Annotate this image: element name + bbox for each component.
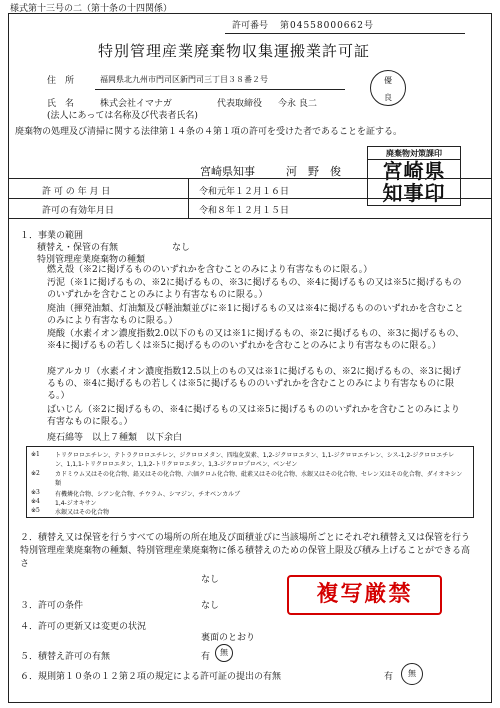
certification-text: 廃棄物の処理及び清掃に関する法律第１４条の４第１項の許可を受けた者であることを証する。 — [15, 127, 403, 137]
note-text: トリクロロエチレン、テトラクロロエチレン、ジクロロメタン、四塩化炭素、1,2-ジクロロエタン、1,1-ジクロロエチレン、シス-1,2-ジクロロエチレン、1,1,1-トリクロロエタン、1,1,2-トリクロロエタン、1,3-ジクロロプロペン、ベンゼン — [55, 452, 455, 468]
document-title: 特別管理産業廃棄物収集運搬業許可証 — [98, 42, 371, 60]
section-5-value: 有 — [201, 652, 211, 662]
storage-label: 積替え・保管の有無 — [37, 243, 119, 253]
governor-name: 河 野 俊 — [286, 165, 341, 178]
form-number: 様式第十三号の二（第十条の十四関係） — [10, 4, 173, 14]
note-text: 1,4-ジオキサン — [55, 500, 97, 507]
note-mark: ※3 — [31, 489, 40, 496]
section-4-value: 裏面のとおり — [201, 633, 256, 643]
section-6-circled: 無 — [401, 663, 423, 685]
waste-types-label: 特別管理産業廃棄物の種類 — [37, 255, 146, 265]
note-mark: ※2 — [31, 470, 40, 477]
address-label: 住 所 — [47, 76, 75, 86]
note-text: 水銀又はその化合物 — [55, 509, 110, 516]
small-seal-stamp: 優 良 — [370, 70, 406, 106]
permit-number: 第04558000662号 — [280, 21, 374, 31]
governor-title: 宮崎県知事 — [200, 165, 255, 178]
section-3-value: なし — [201, 601, 220, 611]
permit-number-label: 許可番号 — [232, 21, 269, 31]
note-mark: ※4 — [31, 498, 40, 505]
copy-prohibited-stamp: 複写厳禁 — [287, 575, 442, 615]
note-text: 有機燐化合物、シアン化合物、チウラム、シマジン、チオベンカルブ — [55, 491, 241, 498]
section-2-text: ２．積替え又は保管を行うすべての場所の所在地及び面積並びに当該場所ごとにそれぞれ積替え又は保管を行う特別管理産業廃棄物の種類、特別管理産業廃棄物に係る積替えのための保管上限及び積み上げることができる高さ — [20, 533, 471, 569]
waste-item: 燃え殻（※2に掲げるもののいずれかを含むことのみにより有害なものに限る。） — [47, 265, 373, 275]
waste-item-last: 廃石綿等 以上７種類 以下余白 — [47, 433, 183, 443]
issue-date-label: 許 可 の 年 月 日 — [42, 187, 111, 197]
representative-title: 代表取締役 — [217, 99, 263, 109]
section-4-label: ４．許可の更新又は変更の状況 — [20, 622, 147, 632]
waste-item: 汚泥（※1に掲げるもの、※2に掲げるもの、※3に掲げるもの、※4に掲げるもの又は※5に掲げるもののいずれかを含むことのみにより有害なものに限る。） — [47, 278, 462, 300]
section-5-circled: 無 — [215, 644, 233, 662]
issue-date-value: 令和元年１２月１６日 — [199, 187, 290, 197]
expiry-date-label: 許可の有効年月日 — [42, 206, 115, 216]
section-6-label: ６．規則第１０条の１２第２項の規定による許可証の提出の有無 — [20, 672, 282, 682]
section-6-value: 有 — [384, 672, 394, 682]
note-mark: ※1 — [31, 451, 40, 458]
expiry-date-value: 令和８年１２月１５日 — [199, 206, 290, 216]
name-label: 氏 名 — [47, 99, 75, 109]
official-seal: 廃棄物対策課印 宮崎県 知事印 — [367, 146, 461, 206]
storage-value: なし — [172, 243, 191, 253]
scope-heading: １．事業の範囲 — [20, 231, 84, 241]
waste-item: 廃アルカリ（水素イオン濃度指数12.5以上のもの又は※1に掲げるもの、※2に掲げるもの、※3に掲げるもの、※4に掲げるもの若しくは※5に掲げるもののいずれかを含むことのみにより有害なものに限る。） — [47, 367, 461, 401]
company-name: 株式会社イマナガ — [100, 99, 172, 109]
note-mark: ※5 — [31, 507, 40, 514]
section-5-label: ５．積替え許可の有無 — [20, 652, 111, 662]
note-text: カドミウム又はその化合物、鉛又はその化合物、六価クロム化合物、砒素又はその化合物、水銀又はその化合物、セレン又はその化合物、ダイオキシン類 — [55, 471, 463, 487]
section-3-label: ３．許可の条件 — [20, 601, 84, 611]
address-value: 福岡県北九州市門司区新門司三丁目３８番２号 — [100, 75, 268, 84]
waste-item: 廃酸（水素イオン濃度指数2.0以下のもの又は※1に掲げるもの、※2に掲げるもの、※3に掲げるもの、※4に掲げるもの若しくは※5に掲げるもののいずれかを含むことのみにより有害なものに限る。） — [47, 329, 465, 351]
waste-item: 廃油（揮発油類、灯油類及び軽油類並びに※1に掲げるもの又は※4に掲げるもののいずれかを含むことのみにより有害なものに限る。） — [47, 304, 464, 326]
waste-item: ばいじん（※2に掲げるもの、※4に掲げるもの又は※5に掲げるもののいずれかを含むことのみにより有害なものに限る。） — [47, 405, 460, 427]
name-note: (法人にあっては名称及び代表者氏名) — [47, 111, 198, 121]
representative-name: 今永 良二 — [278, 99, 317, 109]
section-2-value: なし — [201, 575, 220, 585]
